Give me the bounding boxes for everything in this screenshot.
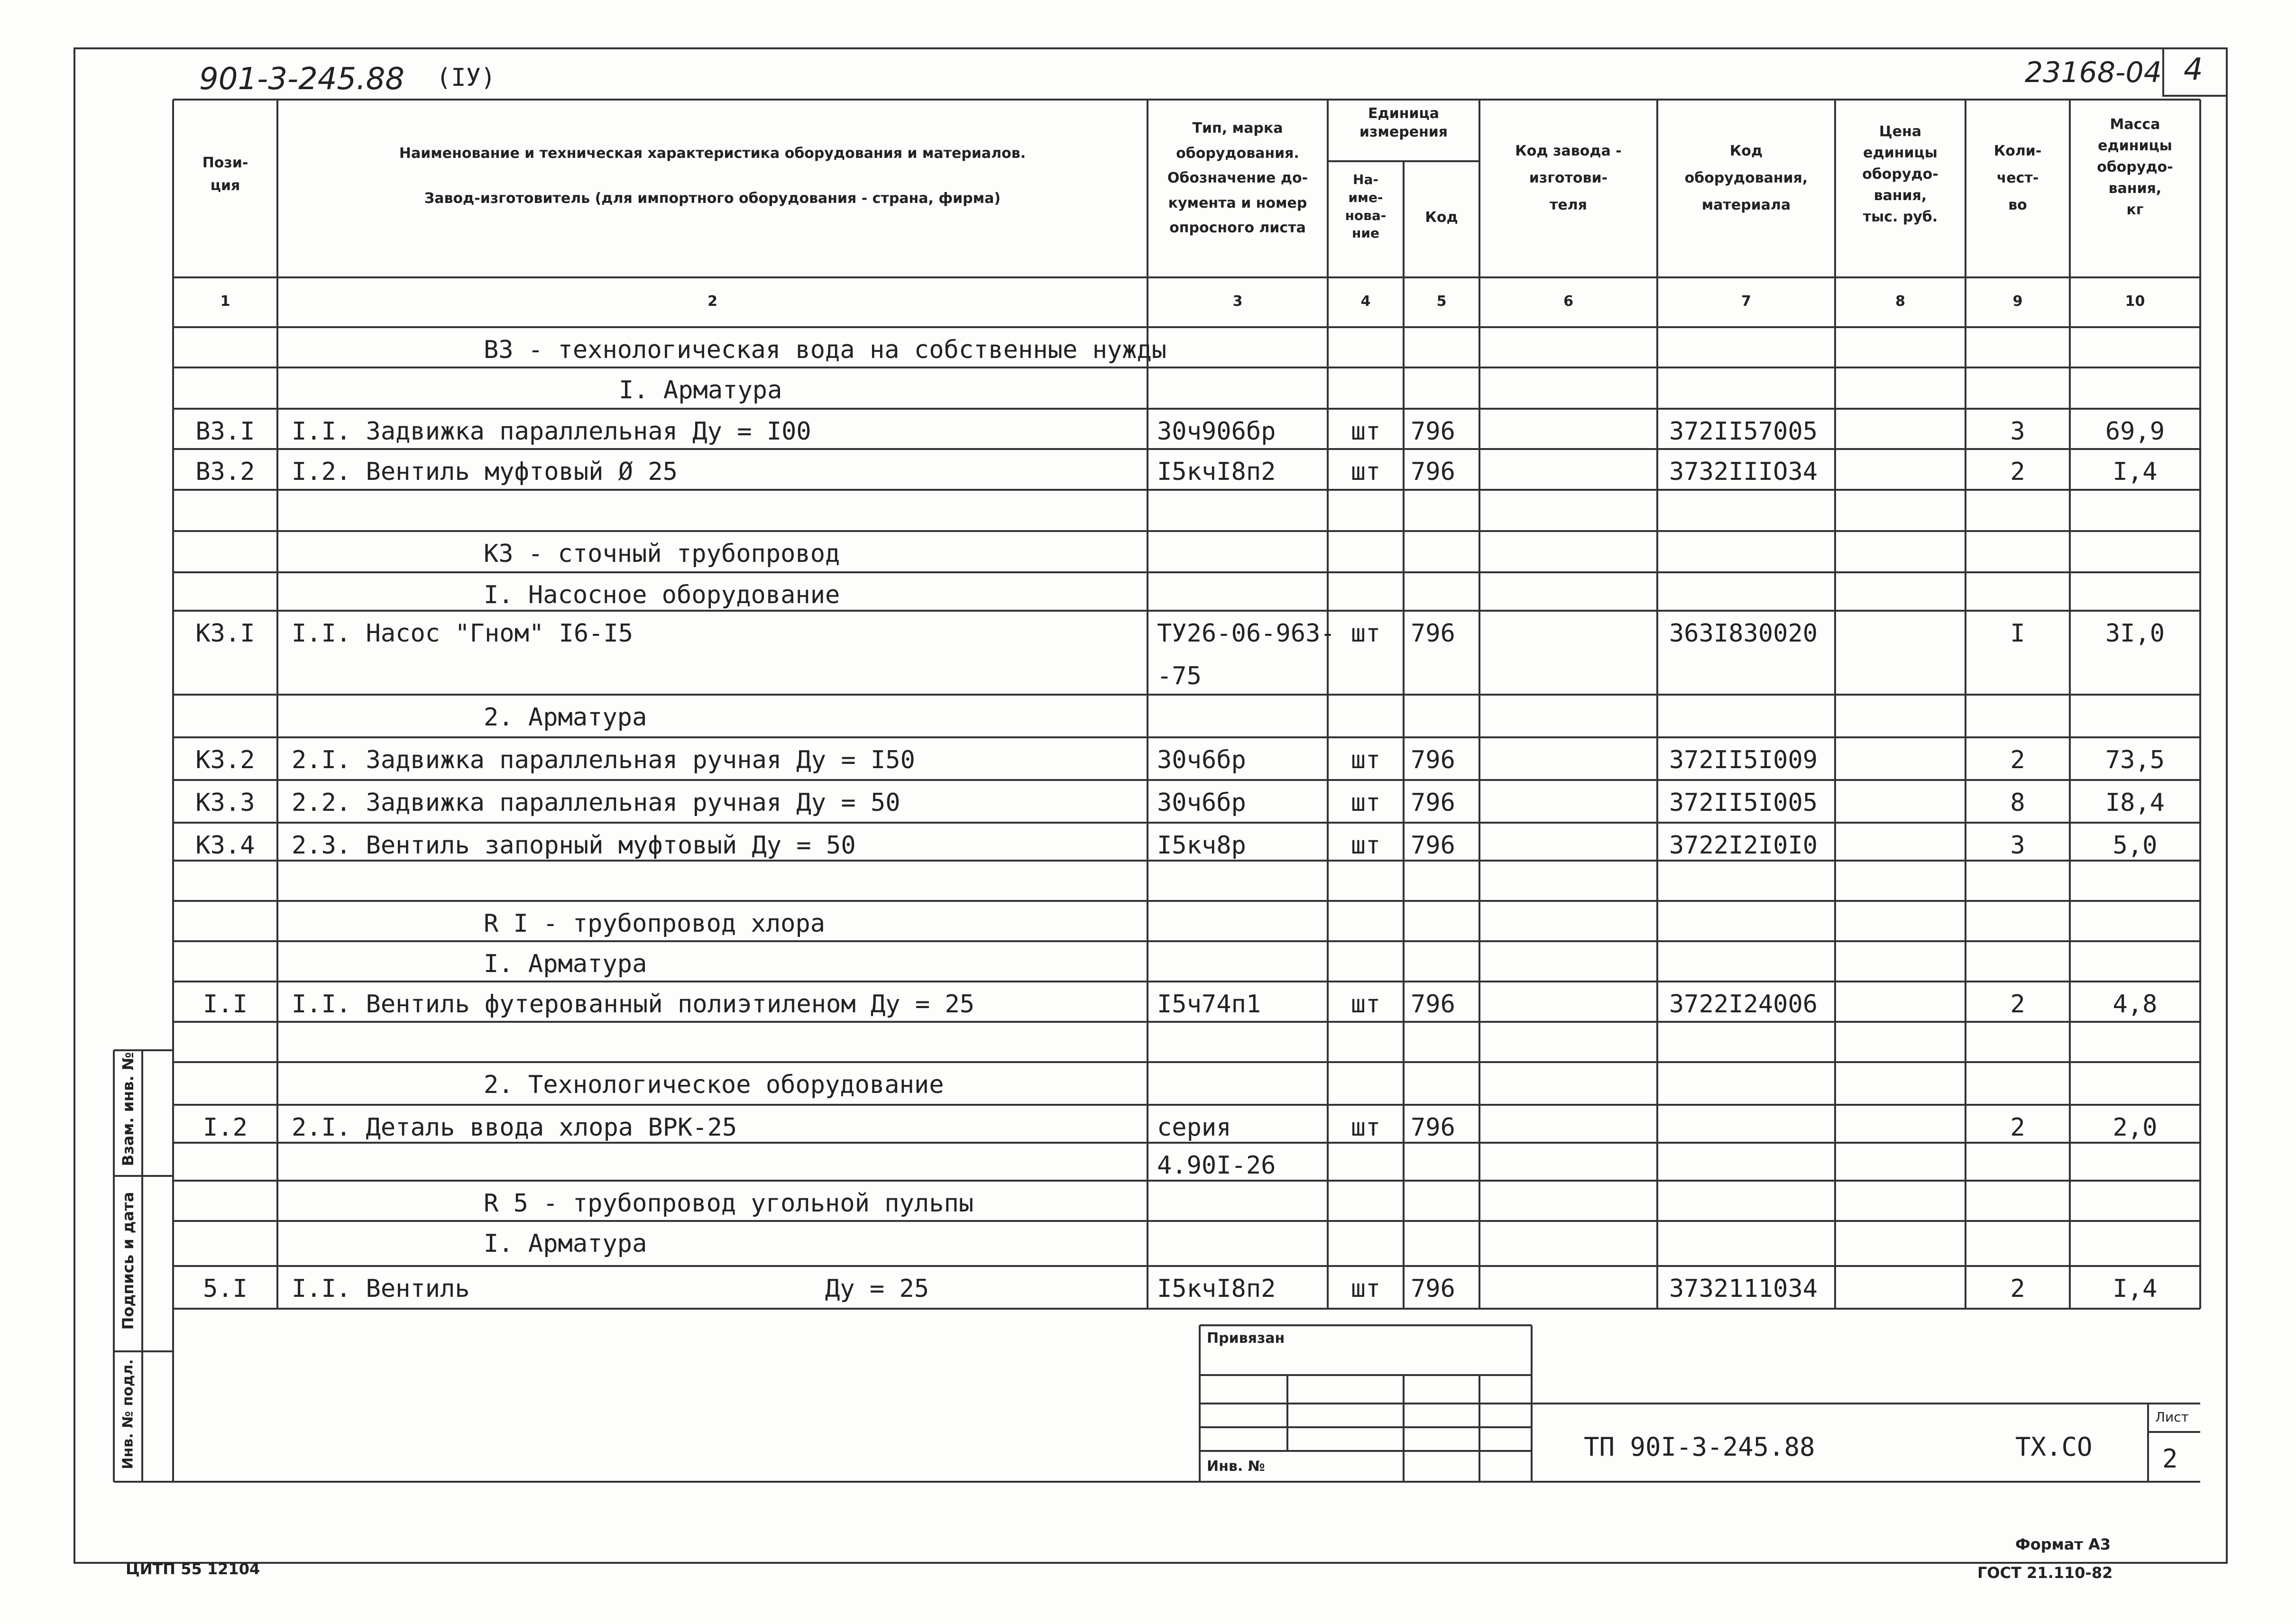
doc-code-top: 901-3-245.88 [199,62,404,97]
section-heading: I. Арматура [484,1229,647,1258]
row-unit: шт [1350,746,1381,774]
colnum-1: 1 [220,293,230,310]
row-name-extra: Ду = 25 [825,1275,929,1303]
row-equipment-code: 3732111034 [1669,1275,1818,1303]
row-mass: 4,8 [2112,990,2158,1018]
row-unit: шт [1350,619,1381,648]
side-stamp-inv-podl: Инв. № подл. [119,1359,137,1469]
corner-sheet-number: 4 [2184,52,2203,87]
row-quantity: 2 [2010,746,2025,774]
title-sheet-label: Лист [2155,1409,2189,1425]
row-type: -75 [1157,662,1202,690]
row-equipment-code: 372II5I005 [1669,789,1818,817]
colnum-5: 5 [1436,293,1447,310]
side-stamp-vzam: Взам. инв. № [119,1052,137,1166]
row-type: I5ч74п1 [1157,990,1261,1018]
row-name: I.I. Насос "Гном" I6-I5 [292,619,634,648]
row-equipment-code: 3732IIIО34 [1669,458,1818,486]
row-unit-code: 796 [1411,789,1455,817]
header-quantity: Коли- чест- во [1993,143,2042,213]
row-name: I.I. Вентиль [292,1275,470,1303]
section-heading: I. Арматура [484,950,647,978]
row-type: ТУ26-06-963- [1157,619,1335,648]
row-unit-code: 796 [1411,1275,1455,1303]
row-quantity: 2 [2010,458,2025,486]
row-mass: I8,4 [2105,789,2165,817]
row-type: 4.90I-26 [1157,1151,1276,1180]
header-unit: Единица измерения [1359,105,1448,140]
colnum-6: 6 [1563,293,1573,310]
section-heading: 2. Технологическое оборудование [484,1071,944,1099]
row-mass: 73,5 [2105,746,2165,774]
title-inv-no: Инв. № [1207,1458,1265,1475]
format-label: Формат А3 [2015,1535,2111,1553]
row-position: I.2 [203,1113,248,1142]
row-type: 30ч6бр [1157,789,1246,817]
row-quantity: 3 [2010,831,2025,860]
row-equipment-code: 372II5I009 [1669,746,1818,774]
title-privyazan: Привязан [1207,1330,1285,1347]
row-unit-code: 796 [1411,1113,1455,1142]
row-name: 2.3. Вентиль запорный муфтовый Ду = 50 [292,831,856,860]
row-position: В3.I [195,417,255,446]
row-unit-code: 796 [1411,746,1455,774]
colnum-7: 7 [1741,293,1751,310]
bottom-left-code: ЦИТП 55 12104 [126,1560,260,1578]
row-name: I.I. Задвижка параллельная Ду = I00 [292,417,811,446]
row-name: I.2. Вентиль муфтовый Ø 25 [292,458,678,486]
side-stamp-podpis: Подпись и дата [119,1192,137,1330]
colnum-2: 2 [707,293,717,310]
colnum-9: 9 [2012,293,2023,310]
row-equipment-code: 3722I24006 [1669,990,1818,1018]
row-unit-code: 796 [1411,417,1455,446]
row-quantity: 3 [2010,417,2025,446]
inventory-code: 23168-04 [2025,56,2162,89]
gost-label: ГОСТ 21.110-82 [1977,1564,2113,1582]
row-position: В3.2 [195,458,255,486]
row-unit: шт [1350,1113,1381,1142]
section-heading: R I - трубопровод хлора [484,909,826,938]
row-quantity: 2 [2010,1113,2025,1142]
section-heading: К3 - сточный трубопровод [484,540,840,568]
row-type: I5кчI8п2 [1157,1275,1276,1303]
colnum-3: 3 [1232,293,1243,310]
row-mass: I,4 [2112,458,2158,486]
row-unit: шт [1350,831,1381,860]
row-type: 30ч906бр [1157,417,1276,446]
row-position: К3.3 [195,789,255,817]
colnum-4: 4 [1360,293,1371,310]
row-quantity: 8 [2010,789,2025,817]
title-sheet-number: 2 [2162,1444,2178,1474]
row-position: 5.I [203,1275,248,1303]
title-designation: ТП 90I-3-245.88 [1584,1432,1815,1462]
row-equipment-code: 3722I2I0I0 [1669,831,1818,860]
row-equipment-code: 372II57005 [1669,417,1818,446]
section-heading: I. Насосное оборудование [484,581,840,609]
row-position: К3.4 [195,831,255,860]
row-type: серия [1157,1113,1231,1142]
row-name: I.I. Вентиль футерованный полиэтиленом Ду = 25 [292,990,975,1018]
row-mass: 2,0 [2112,1113,2158,1142]
row-name: 2.2. Задвижка параллельная ручная Ду = 50 [292,789,900,817]
header-factory-code: Код завода - изготови- теля [1515,143,1622,213]
row-unit-code: 796 [1411,831,1455,860]
row-position: I.I [203,990,248,1018]
row-quantity: 2 [2010,990,2025,1018]
header-unit-code: Код [1425,209,1458,226]
row-mass: 69,9 [2105,417,2165,446]
section-heading: R 5 - трубопровод угольной пульпы [484,1189,974,1218]
row-name: 2.I. Деталь ввода хлора ВРК-25 [292,1113,737,1142]
row-unit: шт [1350,417,1381,446]
row-type: I5кчI8п2 [1157,458,1276,486]
row-unit: шт [1350,990,1381,1018]
title-mark: ТХ.СО [2015,1432,2093,1462]
section-heading: 2. Арматура [484,703,647,732]
header-mass: Масса единицы оборудо- вания, кг [2097,116,2173,218]
row-type: 30ч6бр [1157,746,1246,774]
row-quantity: 2 [2010,1275,2025,1303]
section-heading: В3 - технологическая вода на собственные нужды [484,336,1167,364]
doc-code-suffix: (IУ) [436,64,496,92]
header-unit-name: На- име- нова- ние [1345,172,1387,241]
header-type: Тип, марка оборудования. Обозначение до- кумента и номер опросного листа [1167,120,1308,236]
row-position: К3.I [195,619,255,648]
row-unit: шт [1350,458,1381,486]
header-name-line1: Наименование и техническая характеристика оборудования и материалов. [399,145,1026,162]
row-unit: шт [1350,1275,1381,1303]
header-equipment-code: Код оборудования, материала [1684,143,1808,213]
header-position: Пози- ция [202,155,248,194]
header-price: Цена единицы оборудо- вания, тыс. руб. [1862,123,1938,225]
row-mass: I,4 [2112,1275,2158,1303]
header-name-line2: Завод-изготовитель (для импортного оборудования - страна, фирма) [424,190,1001,207]
section-heading: I. Арматура [619,376,782,404]
row-unit-code: 796 [1411,990,1455,1018]
row-unit-code: 796 [1411,619,1455,648]
row-quantity: I [2010,619,2025,648]
colnum-8: 8 [1895,293,1905,310]
row-equipment-code: 363I830020 [1669,619,1818,648]
row-mass: 3I,0 [2105,619,2165,648]
colnum-10: 10 [2125,293,2145,310]
row-type: I5кч8р [1157,831,1246,860]
row-position: К3.2 [195,746,255,774]
row-name: 2.I. Задвижка параллельная ручная Ду = I50 [292,746,915,774]
row-mass: 5,0 [2112,831,2158,860]
row-unit-code: 796 [1411,458,1455,486]
row-unit: шт [1350,789,1381,817]
